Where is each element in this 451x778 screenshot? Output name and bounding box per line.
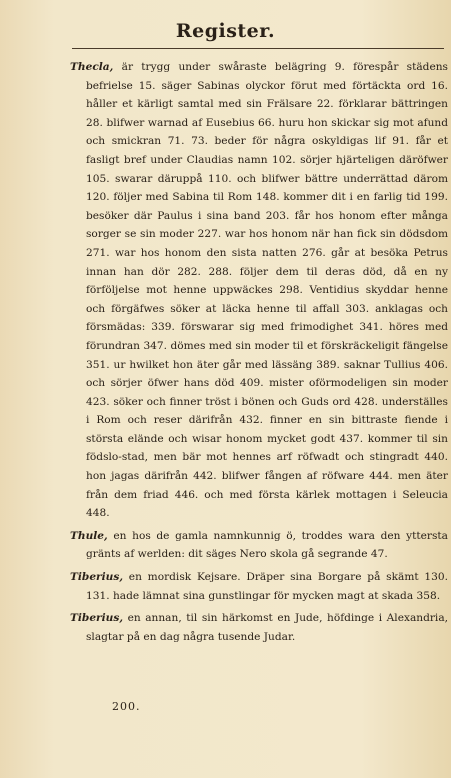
register-entry — [70, 527, 448, 564]
page-title: Register. — [175, 20, 276, 42]
register-text — [70, 58, 448, 646]
entry-text: en hos de gamla namnkunnig ö, troddes wara den yttersta gränts af werlden: dit säges Nero skola gå segrande 47. — [86, 529, 448, 561]
entry-text: är trygg under swåraste belägring 9. förespår städens befrielse 15. säger Sabinas olyckor förut med förtäckta ord 16. håller et kärligt samtal med sin Frälsare 22. förklarar bättringen 28. blifwer warnad af Eusebius 66. huru hon skickar sig mot afund och smickran 71. 73. beder för några oskyldigas lif 91. får et fasligt bref under Claudias namn 102. sörjer hjärteligen däröfwer 105. swarar däruppå 110. och blifwer bättre underrättad därom 120. följer med Sabina til Rom 148. kommer dit i en farlig tid 199. besöker där Paulus i sina band 203. får hos honom efter många sorger se sin moder 227. war hos honom när han fick sin dödsdom 271. war hos honom den sista natten 276. går at besöka Petrus innan han dör 282. 288. följer dem til deras död, då en ny förföljelse mot henne uppwäckes 298. Ventidius skyddar henne och förgäfwes söker at läcka henne til affall 303. anklagas och försmädas: 339. förswarar sig med frimodighet 341. höres med förundran 347. dömes med sin moder til et förskräckeligit fängelse 351. ur hwilket hon äter går med lässäng 389. saknar Tullius 406. och sörjer öfwer hans död 409. mister oförmodeligen sin moder 423. söker och finner tröst i bönen och Guds ord 428. underställes i Rom och reser därifrån 432. finner en sin bittraste fiende i största elände och wisar honom mycket godt 437. kommer til sin födslo-stad, men bär mot hennes arf röfwadt och stingradt 440. hon jagas därifrån 442. blifwer fången af röfware 444. men äter från dem friad 446. och med första kärlek mottagen i Seleucia 448. — [86, 61, 448, 520]
header-rule — [72, 48, 444, 49]
entry-head: Tiberius, — [70, 612, 124, 625]
entry-head: Thule, — [70, 529, 108, 542]
register-entry — [70, 58, 448, 523]
register-entry — [70, 609, 448, 646]
signature-mark: 200. — [112, 700, 141, 713]
entry-text: en mordisk Kejsare. Dräper sina Borgare på skämt 130. 131. hade lämnat sina gunstlingar för mycken magt at skada 358. — [86, 571, 448, 602]
register-entry — [70, 568, 448, 605]
entry-text: en annan, til sin härkomst en Jude, höfdinge i Alexandria, slagtar på en dag några tusende Judar. — [86, 612, 448, 643]
entry-head: Tiberius, — [70, 571, 124, 584]
entry-head: Thecla, — [70, 61, 114, 73]
